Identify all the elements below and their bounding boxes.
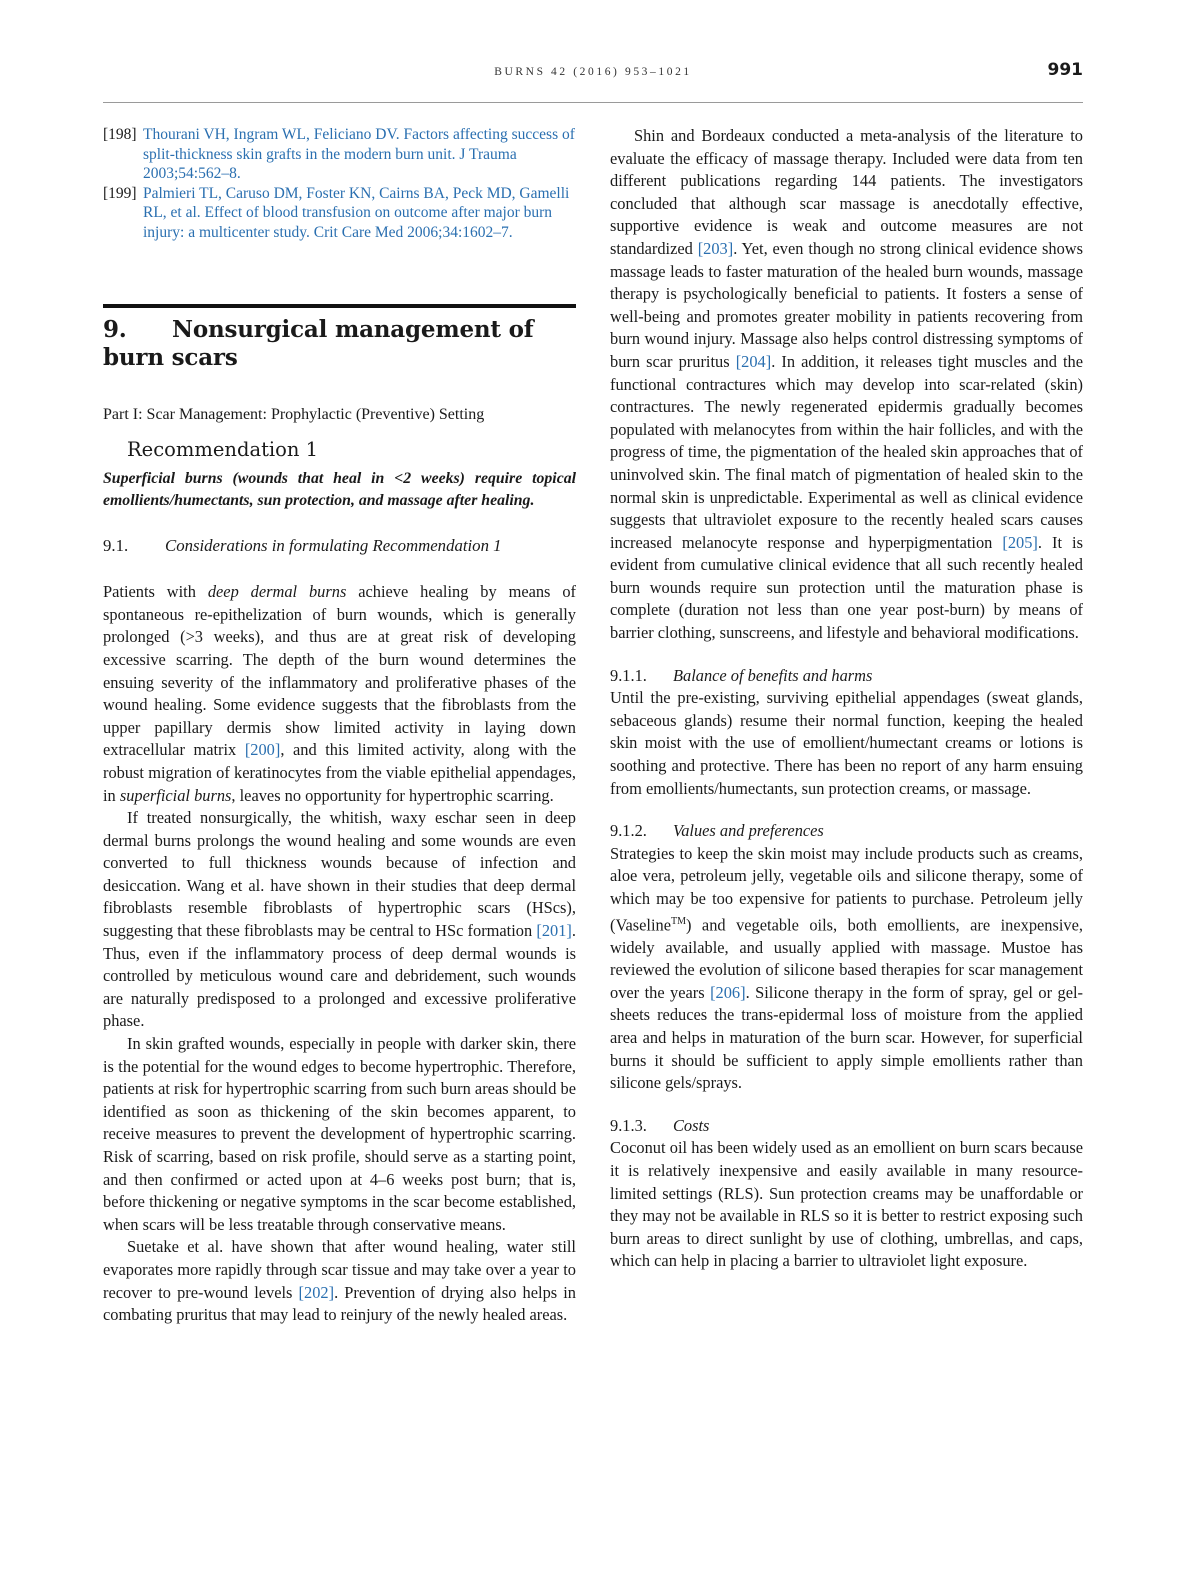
subsubsection-heading <box>610 1115 1083 1138</box>
citation-link[interactable]: [201] <box>536 921 572 941</box>
reference-link[interactable]: Thourani VH, Ingram WL, Feliciano DV. Factors affecting success of split-thickness skin grafts in the modern burn unit. J Trauma 2003;54:562–8. <box>143 126 575 183</box>
subsection-number: 9.1. <box>103 536 129 556</box>
recommendation-text: Superficial burns (wounds that heal in <2 weeks) require topical emollients/humectants, sun protection, and massage after healing. <box>103 469 576 510</box>
subsection-heading <box>103 536 576 556</box>
section-title: Nonsurgical management of burn scars <box>103 315 534 371</box>
reference-list <box>103 125 576 243</box>
paragraph: Coconut oil has been widely used as an emollient on burn scars because it is relatively inexpensive and easily available in many resource-limited settings (RLS). Sun protection creams may be unaffordable or they may not be available in RLS so it is better to restrict exposing such burn areas to direct sunlight by use of clothing, umbrellas, and caps, which can help in placing a barrier to ultraviolet light exposure. <box>610 1138 1083 1271</box>
subsubsection-title: Values and preferences <box>673 821 824 841</box>
left-column <box>103 125 576 1327</box>
reference-item <box>103 125 576 184</box>
citation-link[interactable]: [205] <box>1002 532 1038 552</box>
subsubsection-number: 9.1.2. <box>610 821 647 841</box>
page-header <box>103 58 1083 103</box>
paragraph: Until the pre-existing, surviving epithelial appendages (sweat glands, sebaceous glands) resume their normal function, keeping the healed skin moist with the use of emollient/humectant creams or lotions is soothing and protective. There has been no report of any harm ensuing from emollients/humectants, sun protection creams, or massage. <box>610 688 1083 798</box>
paragraph: Shin and Bordeaux conducted a meta-analysis of the literature to evaluate the efficacy of massage therapy. Included were data from ten different publications regarding 144 patients. The investigators concluded that although scar massage is anecdotally effective, supportive evidence is weak and outcome measures are not standardized [203]. Yet, even though no strong clinical evidence shows massage leads to faster maturation of the healed burn wounds, massage therapy is psychologically beneficial to patients. It fosters a sense of well-being and promotes greater mobility in patients recovering from burn wound injury. Massage also helps control distressing symptoms of burn scar pruritus [204]. In addition, it releases tight muscles and the functional contractures which may develop into scar-related (skin) contractures. The newly regenerated epidermis gradually becomes populated with melanocytes from within the hair follicles, and with the progress of time, the pigmentation of the healed skin approaches that of uninvolved skin. The final match of pigmentation of healed skin to the normal skin is unpredictable. Experimental as well as clinical evidence suggests that ultraviolet exposure to the recently healed scars causes increased melanocyte response and hyperpigmentation [205]. It is evident from cumulative clinical evidence that all such recently healed burn wounds require sun protection until the maturation phase is complete (duration not less than one year post-burn) by means of barrier clothing, sunscreens, and lifestyle and behavioral modifications. <box>610 126 1083 643</box>
subsubsection-title: Costs <box>673 1115 710 1135</box>
section-number: 9. <box>103 315 127 343</box>
reference-number: [198] <box>103 126 137 143</box>
reference-item <box>103 184 576 243</box>
running-head: BURNS 42 (2016) 953–1021 <box>494 66 692 78</box>
subsection-title: Considerations in formulating Recommendation 1 <box>165 536 502 556</box>
section-heading <box>103 316 576 372</box>
reference-link[interactable]: Palmieri TL, Caruso DM, Foster KN, Cairns BA, Peck MD, Gamelli RL, et al. Effect of blood transfusion on outcome after major burn injury: a multicenter study. Crit Care Med 2006;34:1602–7. <box>143 184 570 241</box>
section-rule <box>103 304 576 308</box>
trademark-symbol: TM <box>670 915 686 927</box>
paragraph: If treated nonsurgically, the whitish, waxy eschar seen in deep dermal burns prolongs the wound healing and some wounds are even converted to full thickness wounds because of infection and desiccation. Wang et al. have shown in their studies that deep dermal fibroblasts resemble fibroblasts of hypertrophic scars (HScs), suggesting that these fibroblasts may be central to HSc formation [201]. Thus, even if the inflammatory process of deep dermal wounds is controlled by meticulous wound care and debridement, such wounds are naturally predisposed to a prolonged and excessive proliferative phase. <box>103 808 576 1031</box>
citation-link[interactable]: [202] <box>298 1282 335 1302</box>
subsubsection-number: 9.1.1. <box>610 665 647 685</box>
right-column <box>610 125 1083 1273</box>
citation-link[interactable]: [200] <box>244 740 281 760</box>
subsubsection-title: Balance of benefits and harms <box>673 665 873 685</box>
paragraph: In skin grafted wounds, especially in people with darker skin, there is the potential for the wound edges to become hypertrophic. Therefore, patients at risk for hypertrophic scarring from such burn areas should be identified as soon as thickening of the skin becomes apparent, to receive measures to prevent the development of hypertrophic scarring. Risk of scarring, based on risk profile, should serve as a starting point, and then confirmed or acted upon at 4–6 weeks post burn; that is, before thickening or negative symptoms in the scar become established, when scars will be less treatable through conservative means. <box>103 1034 576 1234</box>
paragraph: Strategies to keep the skin moist may include products such as creams, aloe vera, petroleum jelly, vegetable oils and silicone therapy, some of which may be too expensive for patients to purchase. Petroleum jelly (Vaseline™) and vegetable oils, both emollients, are inexpensive, widely available, and usually applied with massage. Mustoe has reviewed the evolution of silicone based therapies for scar management over the years [206]. Silicone therapy in the form of spray, gel or gel-sheets reduces the trans-epidermal loss of moisture from the applied area and helps in maturation of the burn scar. However, for superficial burns it should be sufficient to apply simple emollients rather than silicone gels/sprays. <box>610 843 1083 1093</box>
paragraph: Suetake et al. have shown that after wound healing, water still evaporates more rapidly through scar tissue and may take over a year to recover to pre-wound levels [202]. Prevention of drying also helps in combating pruritus that may lead to reinjury of the newly healed areas. <box>103 1237 576 1325</box>
citation-link[interactable]: [203] <box>697 238 734 258</box>
citation-link[interactable]: [206] <box>710 982 746 1002</box>
page-number: 991 <box>1047 60 1083 80</box>
subsubsection-number: 9.1.3. <box>610 1115 647 1135</box>
part-heading: Part I: Scar Management: Prophylactic (Preventive) Setting <box>103 405 485 423</box>
paragraph: Patients with deep dermal burns achieve healing by means of spontaneous re-epithelization of burn wounds, which is generally prolonged (>3 weeks), and thus are at great risk of developing excessive scarring. The depth of the burn wound determines the ensuing severity of the inflammatory and proliferative phases of the wound healing. Some evidence suggests that the fibroblasts from the upper papillary dermis show limited activity in laying down extracellular matrix [200], and this limited activity, along with the robust migration of keratinocytes from the viable epithelial appendages, in superficial burns, leaves no opportunity for hypertrophic scarring. <box>103 582 576 805</box>
reference-number: [199] <box>103 184 137 202</box>
recommendation-title: Recommendation 1 <box>127 437 319 461</box>
citation-link[interactable]: [204] <box>735 351 772 371</box>
subsubsection-heading <box>610 820 1083 843</box>
subsubsection-heading <box>610 665 1083 688</box>
